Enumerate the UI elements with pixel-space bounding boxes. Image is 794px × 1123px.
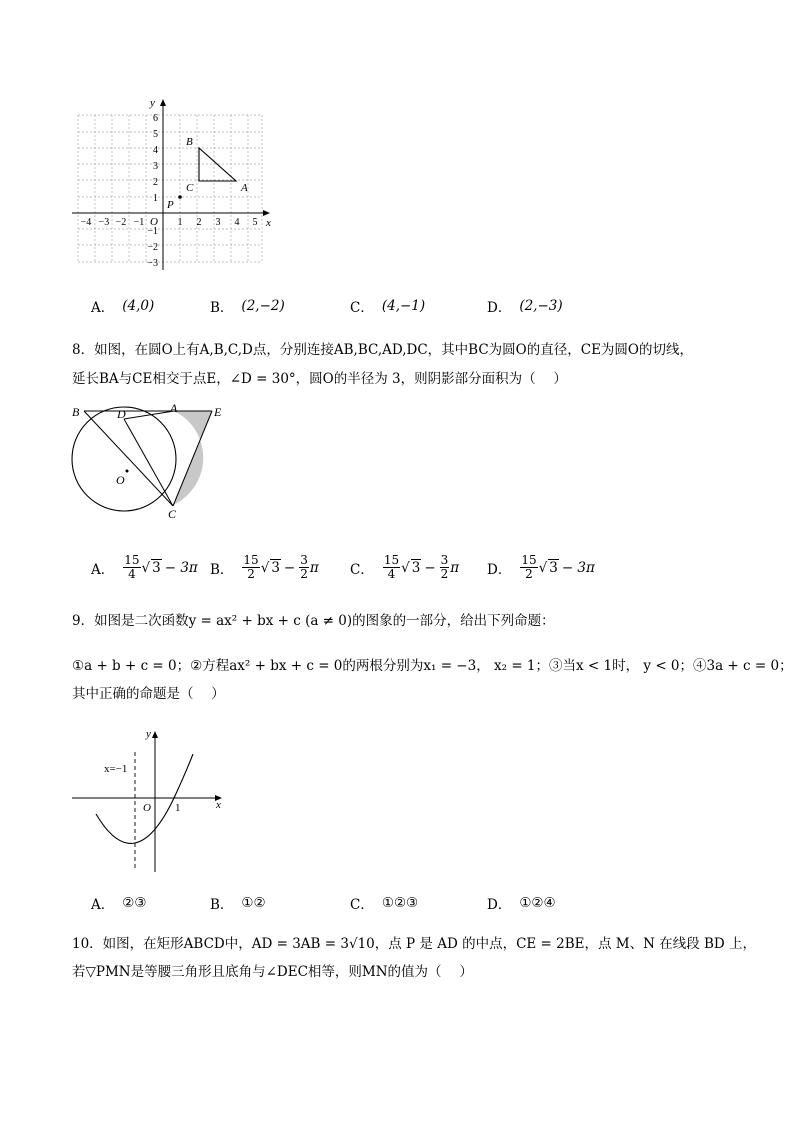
q7-y-label: y bbox=[150, 97, 155, 109]
option-value: ①②④ bbox=[519, 895, 556, 911]
q7-x-tick: −4 bbox=[80, 217, 92, 228]
q8-line-da bbox=[124, 411, 174, 419]
q7-coordinate-grid bbox=[68, 95, 283, 275]
fraction: $\frac{15}{2}$ bbox=[521, 553, 537, 581]
q7-grid-lines bbox=[78, 115, 262, 263]
option-label: A． bbox=[91, 300, 115, 316]
option-label: C． bbox=[350, 561, 374, 578]
q7-y-arrow bbox=[160, 99, 166, 106]
q7-y-tick: −2 bbox=[147, 242, 158, 253]
sqrt-sign: √ bbox=[260, 559, 270, 576]
q7-x-tick: −3 bbox=[98, 217, 110, 228]
q7-x-arrow bbox=[263, 210, 270, 216]
q9-tick-one: 1 bbox=[175, 802, 181, 814]
q9-option-b[interactable] bbox=[210, 893, 266, 913]
option-label: B． bbox=[210, 561, 234, 578]
fraction: $\frac{15}{4}$ bbox=[383, 553, 400, 581]
q9-parabola-figure bbox=[68, 724, 228, 874]
option-label: D． bbox=[487, 300, 512, 316]
q7-option-a[interactable] bbox=[91, 296, 154, 316]
option-value: (2,−3) bbox=[519, 298, 563, 314]
q8-label-e: E bbox=[214, 405, 222, 419]
sqrt-sign: √ bbox=[538, 559, 548, 576]
q7-y-tick: 6 bbox=[153, 113, 158, 124]
sqrt-sign: √ bbox=[141, 559, 151, 576]
q7-x-tick: 5 bbox=[252, 217, 258, 228]
q7-y-tick: 1 bbox=[153, 193, 158, 204]
option-label: B． bbox=[210, 897, 234, 913]
q10-question-line1: 10．如图，在矩形ABCD中，AD = 3AB = 3√10，点 P 是 AD 的中点，CE = 2BE，点 M、N 在线段 BD 上， bbox=[72, 936, 757, 952]
q9-y-arrow bbox=[152, 731, 158, 738]
q7-option-d[interactable] bbox=[487, 296, 563, 316]
option-label: C． bbox=[350, 300, 374, 316]
q7-origin-label: O bbox=[150, 216, 158, 228]
option-value: (4,−1) bbox=[381, 298, 426, 314]
q9-option-a[interactable] bbox=[91, 893, 146, 913]
q8-option-a[interactable]: A． $\frac{15}{4}$ √ 3 − 3π bbox=[91, 553, 198, 581]
q9-option-d[interactable] bbox=[487, 893, 556, 913]
q9-question-line1: 9．如图是二次函数y = ax² + bx + c (a ≠ 0)的图象的一部分，给出下列命题： bbox=[72, 613, 555, 629]
q8-label-d: D bbox=[117, 407, 126, 421]
option-value: ①②③ bbox=[381, 895, 419, 911]
q7-option-b[interactable] bbox=[210, 296, 285, 316]
q8-line-dc bbox=[124, 419, 173, 506]
q7-y-tick: 2 bbox=[153, 177, 158, 188]
option-value: (4,0) bbox=[122, 298, 155, 314]
option-label: B． bbox=[210, 300, 234, 316]
q7-option-c[interactable] bbox=[350, 296, 425, 316]
q7-label-a: A bbox=[241, 182, 248, 194]
option-value: ②③ bbox=[122, 895, 147, 911]
q7-y-tick: −1 bbox=[147, 226, 158, 237]
q7-x-tick: 3 bbox=[215, 217, 221, 228]
fraction: $\frac{3}{2}$ bbox=[300, 553, 308, 581]
fraction: $\frac{3}{2}$ bbox=[440, 553, 449, 581]
q9-question-line2: ①a + b + c = 0；②方程ax² + bx + c = 0的两根分别为x₁ = −3， x₂ = 1；③当x < 1时， y < 0；④3a + c = 0； bbox=[72, 658, 793, 674]
option-value: (2,−2) bbox=[241, 298, 285, 314]
q9-origin-label: O bbox=[143, 802, 151, 814]
option-label: A． bbox=[91, 561, 115, 578]
q7-x-tick: −1 bbox=[133, 217, 145, 228]
q8-question-line2: 延长BA与CE相交于点E，∠D = 30°，圆O的半径为 3，则阴影部分面积为（ ） bbox=[72, 371, 567, 387]
q8-center-point bbox=[126, 470, 129, 473]
option-value: ①② bbox=[241, 895, 266, 911]
q7-x-tick: 2 bbox=[196, 217, 202, 228]
q8-question-line1: 8．如图，在圆O上有A,B,C,D点，分别连接AB,BC,AD,DC，其中BC为圆O的直径，CE为圆O的切线， bbox=[72, 342, 693, 358]
q8-label-c: C bbox=[168, 507, 177, 521]
q9-axis-label: x=−1 bbox=[104, 763, 128, 775]
q7-x-tick: 4 bbox=[234, 217, 240, 228]
q9-x-label: x bbox=[216, 799, 221, 811]
q7-x-tick: −2 bbox=[115, 217, 127, 228]
q9-option-c[interactable] bbox=[350, 893, 418, 913]
q8-option-c[interactable]: C． $\frac{15}{4}$ √ 3 − $\frac{3}{2}$ π bbox=[350, 553, 460, 581]
q7-label-b: B bbox=[186, 136, 193, 148]
q8-option-d[interactable]: D． $\frac{15}{2}$ √ 3 − 3π bbox=[487, 553, 595, 581]
option-label: D． bbox=[487, 561, 512, 578]
q7-y-tick: 5 bbox=[153, 129, 158, 140]
q7-label-p: P bbox=[167, 199, 174, 211]
q8-circle-o bbox=[72, 407, 176, 511]
q8-line-bc bbox=[84, 411, 173, 506]
q9-question-line3: 其中正确的命题是（ ） bbox=[72, 686, 225, 702]
q8-circle-figure bbox=[64, 402, 234, 528]
q8-option-b[interactable]: B． $\frac{15}{2}$ √ 3 − $\frac{3}{2}$ π bbox=[210, 553, 319, 581]
option-label: D． bbox=[487, 897, 512, 913]
q8-label-o: O bbox=[116, 473, 125, 487]
option-label: C． bbox=[350, 897, 374, 913]
sqrt-sign: √ bbox=[401, 559, 410, 576]
fraction: $\frac{15}{4}$ bbox=[124, 553, 140, 581]
q7-y-tick: −3 bbox=[147, 258, 158, 269]
q8-label-a: A bbox=[170, 402, 178, 415]
q7-triangle-abc bbox=[199, 148, 236, 181]
q9-y-label: y bbox=[146, 728, 151, 740]
q7-y-tick: 3 bbox=[153, 161, 158, 172]
q10-question-line2: 若▽PMN是等腰三角形且底角与∠DEC相等，则MN的值为（ ） bbox=[72, 964, 473, 980]
q7-label-c: C bbox=[186, 182, 194, 194]
q7-y-tick: 4 bbox=[153, 145, 158, 156]
fraction: $\frac{15}{2}$ bbox=[243, 553, 259, 581]
q7-point-p bbox=[178, 195, 182, 199]
q7-x-label: x bbox=[266, 217, 271, 229]
q8-label-b: B bbox=[72, 405, 80, 419]
q7-x-tick: 1 bbox=[177, 217, 183, 228]
option-label: A． bbox=[91, 897, 115, 913]
